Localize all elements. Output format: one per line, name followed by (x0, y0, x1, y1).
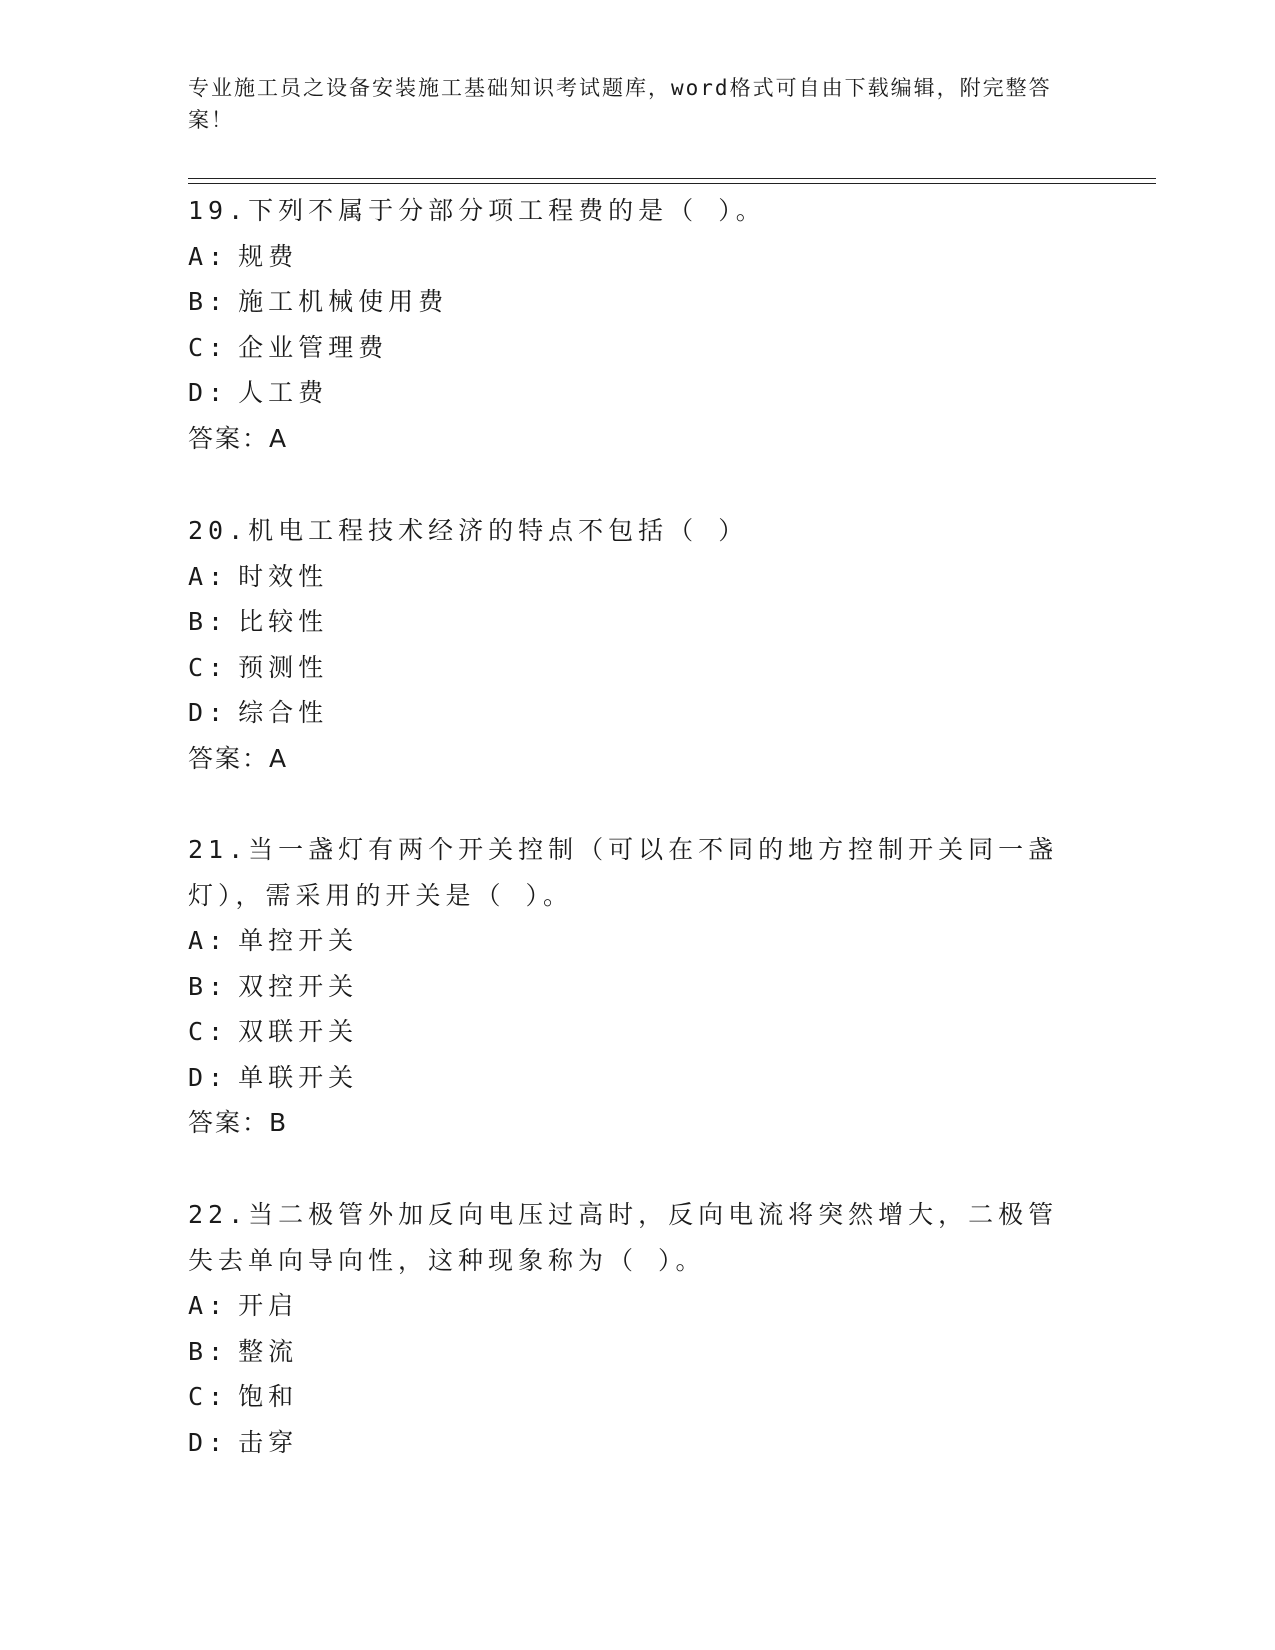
question-text: 21.当一盏灯有两个开关控制（可以在不同的地方控制开关同一盏灯），需采用的开关是（ ）。 (188, 835, 1059, 910)
option-label: D: (188, 1427, 229, 1457)
option-text: 单联开关 (238, 1062, 359, 1092)
option-d (188, 690, 1088, 736)
option-label: C: (188, 1382, 229, 1411)
question-text: 22.当二极管外加反向电压过高时，反向电流将突然增大，二极管失去单向导向性，这种现象称为（ ）。 (188, 1200, 1059, 1275)
question-text: 19.下列不属于分部分项工程费的是（ ）。 (188, 196, 766, 225)
option-c (188, 645, 1088, 691)
option-text: 比较性 (238, 607, 329, 636)
option-a (188, 234, 1088, 280)
option-label: B: (188, 1336, 229, 1366)
document-header: 专业施工员之设备安装施工基础知识考试题库，word格式可自由下载编辑，附完整答案！ (188, 76, 1052, 132)
option-text: 整流 (238, 1336, 299, 1366)
option-text: 预测性 (238, 652, 329, 682)
option-text: 击穿 (238, 1427, 299, 1457)
option-b (188, 599, 1088, 645)
question-22 (188, 1192, 1088, 1465)
option-c (188, 325, 1088, 371)
option-label: A: (188, 241, 229, 271)
option-text: 综合性 (238, 698, 329, 727)
option-c (188, 1374, 1088, 1420)
answer: 答案：B (188, 1108, 289, 1137)
option-a (188, 554, 1088, 600)
option-b (188, 279, 1088, 325)
option-label: B: (188, 971, 229, 1001)
answer: 答案：A (188, 423, 289, 453)
option-label: A: (188, 561, 229, 591)
option-text: 单控开关 (238, 926, 359, 955)
answer: 答案：A (188, 743, 289, 773)
header-divider-bottom (188, 183, 1156, 184)
option-text: 人工费 (238, 378, 329, 407)
option-text: 双控开关 (238, 971, 359, 1001)
option-label: C: (188, 332, 229, 362)
option-label: C: (188, 652, 229, 682)
option-label: D: (188, 378, 229, 407)
option-text: 开启 (238, 1291, 299, 1320)
option-label: A: (188, 1291, 229, 1320)
option-d (188, 370, 1088, 416)
option-label: C: (188, 1017, 229, 1046)
option-label: B: (188, 607, 229, 636)
header-divider-top (188, 178, 1156, 179)
option-d (188, 1055, 1088, 1101)
option-text: 双联开关 (238, 1017, 359, 1046)
option-a (188, 1283, 1088, 1329)
option-b (188, 964, 1088, 1010)
question-text: 20.机电工程技术经济的特点不包括（ ） (188, 516, 749, 545)
question-20 (188, 508, 1088, 782)
option-b (188, 1329, 1088, 1375)
question-19 (188, 188, 1088, 462)
option-label: A: (188, 926, 229, 955)
option-label: D: (188, 1062, 229, 1092)
option-text: 饱和 (238, 1382, 299, 1411)
option-label: B: (188, 287, 229, 316)
option-label: D: (188, 698, 229, 727)
option-text: 时效性 (238, 561, 329, 591)
option-text: 规费 (238, 241, 299, 271)
option-d (188, 1420, 1088, 1466)
option-text: 企业管理费 (238, 332, 389, 362)
question-21 (188, 827, 1088, 1146)
option-c (188, 1009, 1088, 1055)
option-a (188, 918, 1088, 964)
option-text: 施工机械使用费 (238, 287, 449, 316)
